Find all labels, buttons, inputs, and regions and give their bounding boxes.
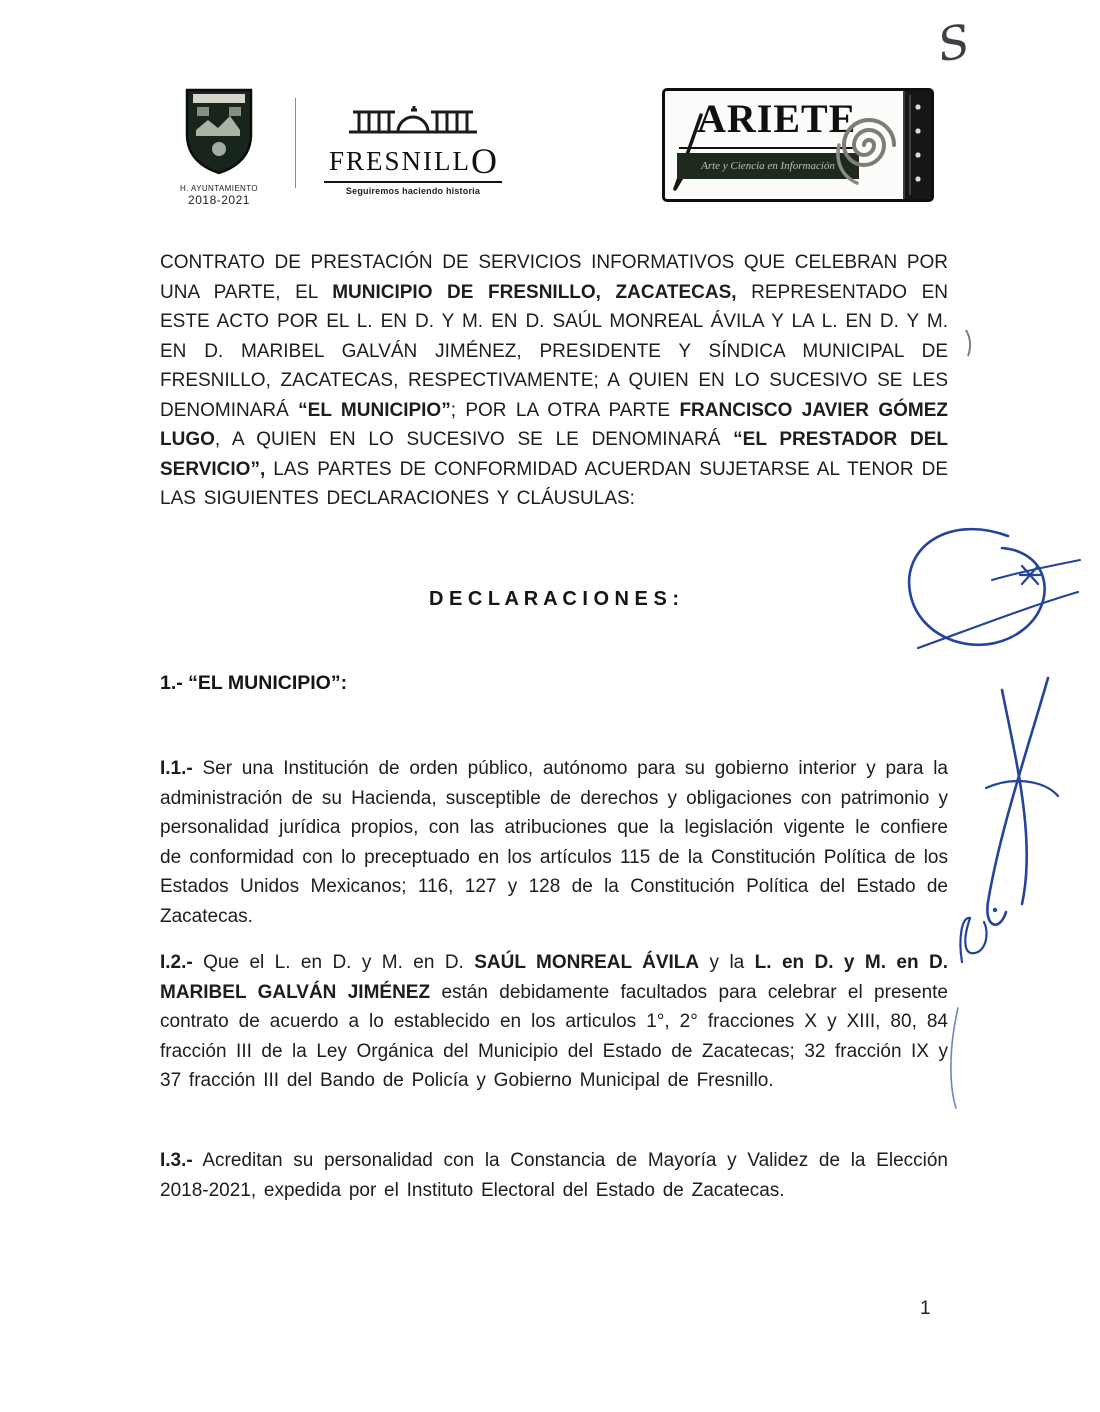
ram-horn-spiral-icon <box>827 103 901 187</box>
text-segment: I.2.- <box>160 952 193 973</box>
text-segment: CONTRATO DE PRESTACIÓN DE SERVICIOS INFORMATIVOS QUE CELEBRAN POR UNA PARTE, EL <box>160 252 948 303</box>
clause-i2-paragraph <box>160 948 948 1096</box>
text-segment: REPRESENTADO EN ESTE ACTO POR EL L. EN D. Y M. EN D. SAÚL MONREAL ÁVILA Y LA L. EN D. Y M. EN D. MARIBEL GALVÁN JIMÉNEZ, PRESIDENTE Y SÍNDICA MUNICIPAL DE FRESNILLO, ZACATECAS, RESPECTIVAMENTE; A QUIEN EN LO SUCESIVO SE LES DENOMINARÁ <box>160 281 949 421</box>
text-segment: FRANCISCO JAVIER GÓMEZ LUGO <box>160 399 948 450</box>
text-segment: están debidamente facultados para celebrar el presente contrato de acuerdo a lo establecido en los articulos 1°, 2° fracciones X y XIII, 80, 84 fracción III de la Ley Orgánica del Municipio del Estado de Zacatecas; 32 fracción IX y 37 fracción III del Bando de Policía y Gobierno Municipal de Fresnillo. <box>160 981 948 1091</box>
clause-i3-paragraph <box>160 1146 948 1205</box>
text-segment: Que el L. en D. y M. en D. <box>192 952 475 973</box>
fresnillo-wordmark-o: O <box>471 141 497 181</box>
door-studs-icon <box>905 91 927 199</box>
ariete-wordmark: ARIETE <box>697 96 857 141</box>
clause-i1-paragraph <box>160 754 948 931</box>
crest-shield-icon <box>180 86 258 176</box>
fresnillo-tagline: Seguiremos haciendo historia <box>345 186 481 196</box>
text-segment: I.3.- <box>160 1150 193 1171</box>
text-segment: L. en D. y M. en D. MARIBEL GALVÁN JIMÉNEZ <box>160 952 949 1003</box>
text-segment: ; POR LA OTRA PARTE <box>450 399 680 421</box>
crest-org-label: H. AYUNTAMIENTO <box>179 184 258 193</box>
text-segment: “EL MUNICIPIO” <box>298 399 451 421</box>
text-segment: Ser una Institución de orden público, autónomo para su gobierno interior y para la administración de su Hacienda, susceptible de derechos y obligaciones con patrimonio y personalidad jurídica propios, con las atribuciones que la legislación vigente le confiere de conformidad con lo preceptuado en los artículos 115 de la Constitución Política de los Estados Unidos Mexicanos; 116, 127 y 128 de la Constitución Política del Estado de Zacatecas. <box>160 758 948 927</box>
text-segment: MUNICIPIO DE FRESNILLO, ZACATECAS, <box>332 281 737 303</box>
ariete-tagline: Arte y Ciencia en Información <box>701 160 835 172</box>
bridge-icon <box>345 98 481 136</box>
text-segment: Acreditan su personalidad con la Constancia de Mayoría y Validez de la Elección 2018-2021, expedida por el Instituto Electoral del Estado de Zacatecas. <box>160 1150 948 1201</box>
text-segment: , A QUIEN EN LO SUCESIVO SE LE DENOMINARÁ <box>214 429 734 450</box>
header-divider <box>295 98 296 188</box>
declarations-heading: D E C L A R A C I O N E S : <box>428 588 680 610</box>
text-segment: y la <box>699 952 755 973</box>
handwritten-s-mark: S <box>933 13 974 73</box>
section-1-heading: 1.- “EL MUNICIPIO”: <box>160 672 348 694</box>
text-segment: SAÚL MONREAL ÁVILA <box>474 952 700 973</box>
ayuntamiento-crest-logo <box>166 86 272 207</box>
fresnillo-wordmark-main: FRESNILL <box>328 146 471 176</box>
ariete-door-band <box>903 91 931 199</box>
contract-intro-paragraph <box>160 248 948 514</box>
pen-slip-mark <box>966 330 970 356</box>
ariete-logo <box>662 88 934 202</box>
text-segment: I.1.- <box>160 758 193 779</box>
fresnillo-logo <box>318 98 508 196</box>
fresnillo-wordmark <box>318 143 508 179</box>
text-segment: “EL PRESTADOR DEL SERVICIO”, <box>160 429 949 480</box>
fresnillo-underline <box>324 181 502 183</box>
text-segment: LAS PARTES DE CONFORMIDAD ACUERDAN SUJETARSE AL TENOR DE LAS SIGUIENTES DECLARACIONES Y CLÁUSULAS: <box>160 458 948 509</box>
page-number: 1 <box>920 1298 931 1319</box>
crest-term-label: 2018-2021 <box>188 193 250 207</box>
